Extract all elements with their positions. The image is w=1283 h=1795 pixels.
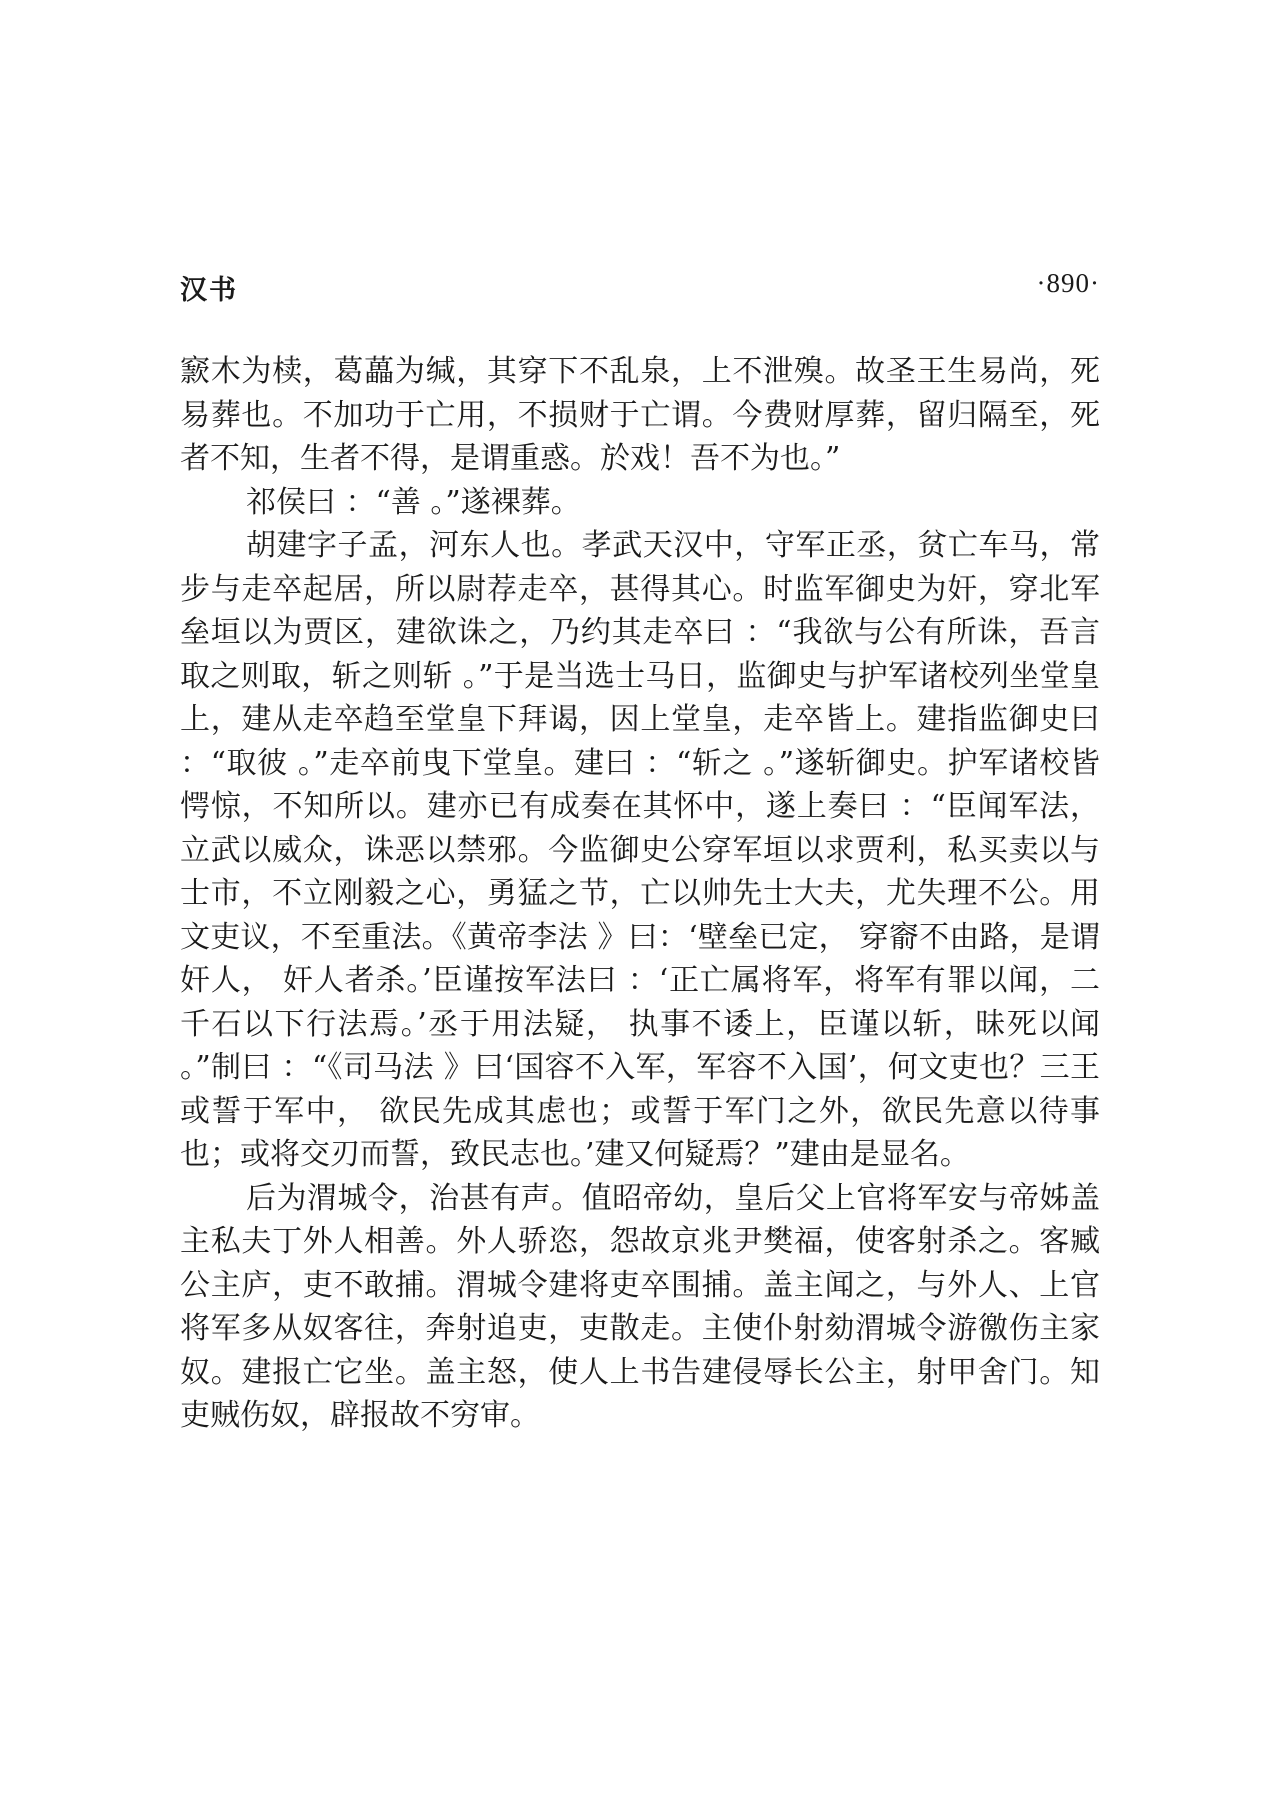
paragraph-4: 后为渭城令，治甚有声。值昭帝幼，皇后父上官将军安与帝姊盖主私夫丁外人相善。外人骄恣，怨故京兆尹樊福，使客射杀之。客臧公主庐，吏不敢捕。渭城令建将吏卒围捕。盖主闻之，与外人、上官将军多从奴客往，奔射追吏，吏散走。主使仆射劾渭城令游徼伤主家奴。建报亡它坐。盖主怒，使人上书告建侵辱长公主，射甲舍门。知吏贼伤奴，辟报故不穷审。 [180, 1180, 1100, 1433]
paragraph-2: 祁侯曰 ：“善 。”遂裸葬。 [246, 484, 581, 520]
page-header [180, 268, 1100, 312]
body-text [180, 350, 1100, 1438]
running-head-book-title: 汉书 [180, 275, 238, 306]
paragraph-3: 胡建字子孟，河东人也。孝武天汉中，守军正丞，贫亡车马，常步与走卒起居，所以尉荐走卒，甚得其心。时监军御史为奸，穿北军垒垣以为贾区，建欲诛之，乃约其走卒曰 ：“我欲与公有所诛，吾言取之则取，斩之则斩 。”于是当选士马日，监御史与护军诸校列坐堂皇上，建从走卒趋至堂皇下拜谒，因上堂皇，走卒皆上。建指监御史曰 ：“取彼 。”走卒前曳下堂皇。建曰 ：“斩之 。”遂斩御史。护军诸校皆愕惊，不知所以。建亦已有成奏在其怀中，遂上奏曰 ：“臣闻军法，立武以威众，诛恶以禁邪。今监御史公穿军垣以求贾利，私买卖以与士市，不立刚毅之心，勇猛之节，亡以帅先士大夫，尤失理不公。用文吏议，不至重法。《黄帝李法 》曰：‘壁垒已定， 穿窬不由路，是谓奸人， 奸人者杀。’臣谨按军法曰 ：‘正亡属将军，将军有罪以闻，二千石以下行法焉。’丞于用法疑， 执事不诿上，臣谨以斩，昧死以闻 。”制曰 ：“《司马法 》曰‘国容不入军，军容不入国’，何文吏也？三王或誓于军中， 欲民先成其虑也；或誓于军门之外，欲民先意以待事也；或将交刃而誓，致民志也。’建又何疑焉？”建由是显名。 [180, 528, 1100, 1172]
paragraph-1: 窾木为椟，葛藟为缄，其穿下不乱泉，上不泄殠。故圣王生易尚，死易葬也。不加功于亡用，不损财于亡谓。今费财厚葬，留归隔至，死者不知，生者不得，是谓重惑。於戏！吾不为也。” [180, 354, 1100, 476]
page-number: ·890· [1036, 268, 1100, 298]
